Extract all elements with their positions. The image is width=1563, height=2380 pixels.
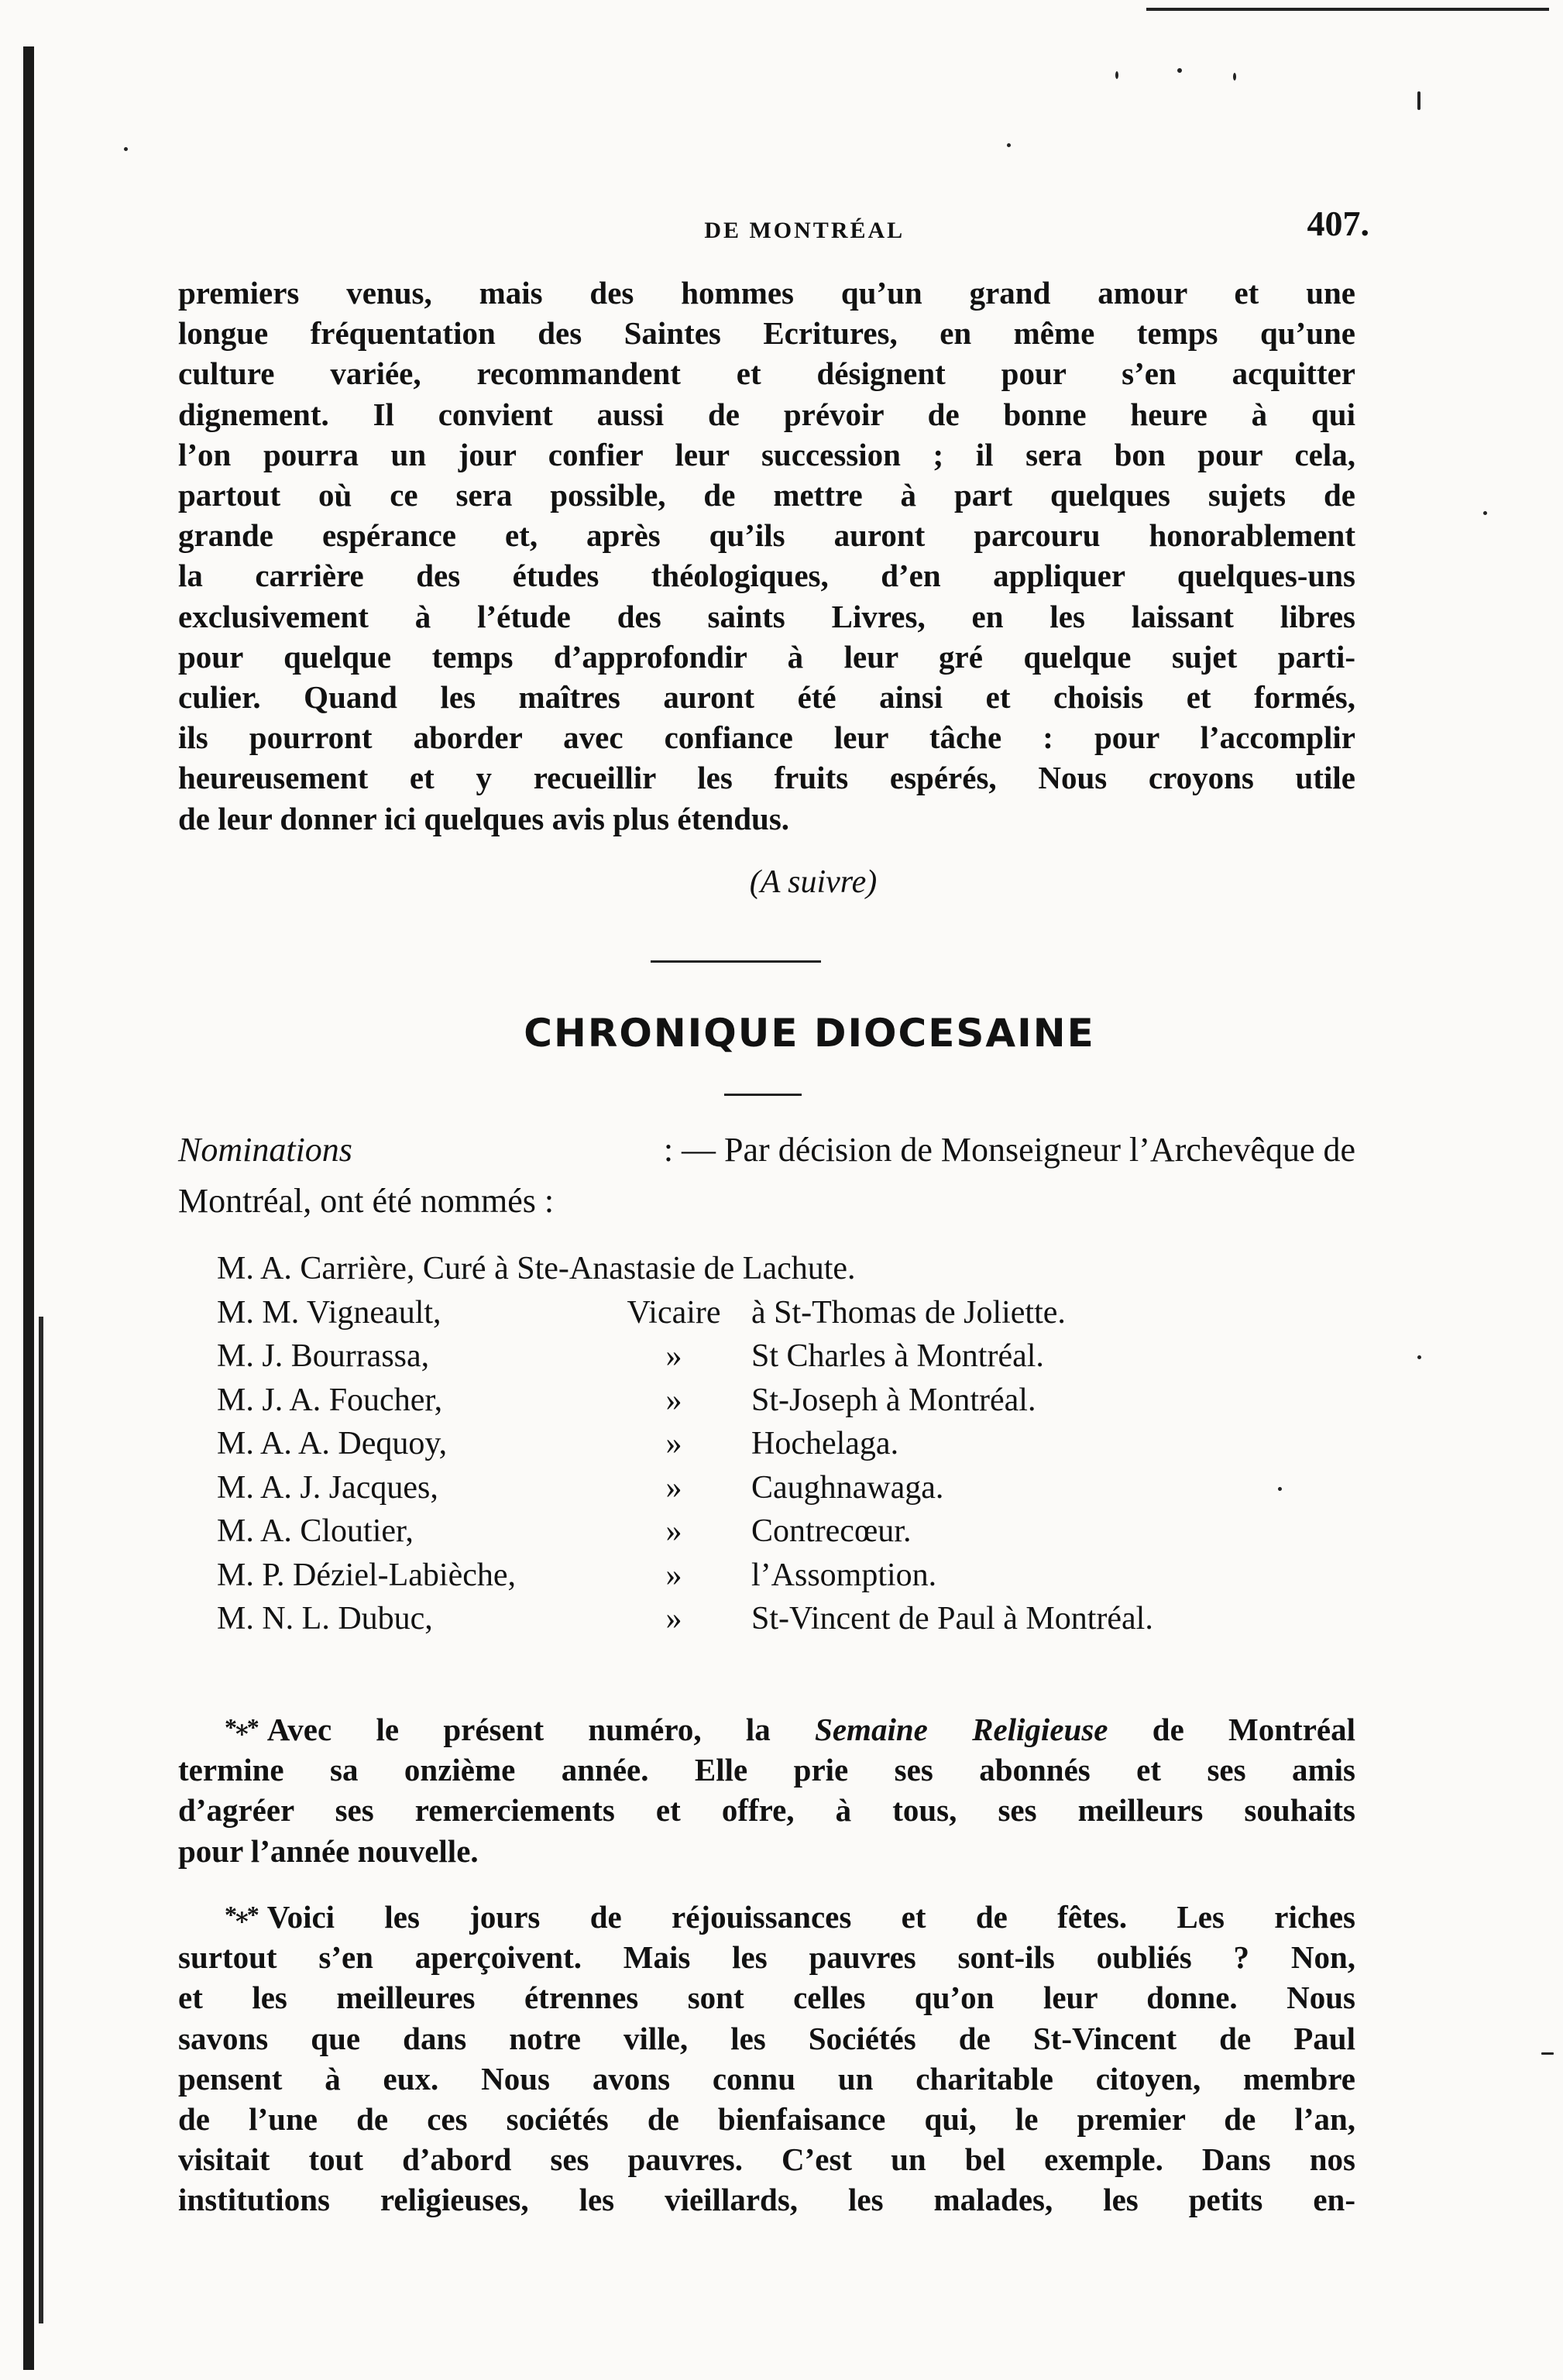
scan-speck bbox=[1417, 1355, 1421, 1359]
paragraph-etrennes bbox=[178, 1894, 1355, 2220]
nominee-parish: Contrecœur. bbox=[751, 1513, 912, 1549]
nominee-parish: à St-Thomas de Joliette. bbox=[751, 1294, 1066, 1331]
publication-title: Semaine Religieuse bbox=[815, 1712, 1108, 1747]
text-line: ils pourront aborder avec confiance leur tâche : pour l’accomplir bbox=[178, 719, 1355, 756]
nominee-role: » bbox=[665, 1513, 682, 1549]
scan-speck bbox=[1483, 511, 1487, 515]
text-line: termine sa onzième année. Elle prie ses abonnés et ses amis bbox=[178, 1752, 1355, 1788]
text-line: partout où ce sera possible, de mettre à part quelques sujets de bbox=[178, 477, 1355, 513]
nominations-list bbox=[217, 1247, 1340, 1641]
text-line: de leur donner ici quelques avis plus étendus. bbox=[178, 800, 790, 836]
nominee-role: » bbox=[665, 1426, 682, 1461]
nominee-name: M. N. L. Dubuc, bbox=[217, 1601, 433, 1636]
text-line: pour quelque temps d’approfondir à leur gré quelque sujet parti- bbox=[178, 638, 1355, 675]
scan-speck bbox=[124, 147, 128, 151]
nominee-role: » bbox=[665, 1601, 682, 1636]
nominee-role: Vicaire bbox=[627, 1294, 721, 1331]
nomination-entry: M. A. Carrière, Curé à Ste-Anastasie de Lachute. bbox=[217, 1251, 856, 1286]
text-line: grande espérance et, après qu’ils auront parcouru honorablement bbox=[178, 517, 1355, 554]
scan-edge-shadow-lower bbox=[39, 1317, 43, 2323]
nominee-role: » bbox=[665, 1557, 682, 1593]
nominee-role: » bbox=[665, 1338, 682, 1374]
nominee-name: M. M. Vigneault, bbox=[217, 1294, 441, 1331]
to-be-continued-note: (A suivre) bbox=[749, 864, 878, 900]
nominee-parish: l’Assomption. bbox=[751, 1557, 937, 1593]
text-line: visitait tout d’abord ses pauvres. C’est un bel exemple. Dans nos bbox=[178, 2141, 1355, 2178]
nomination-entry bbox=[217, 1509, 1340, 1554]
scan-speck bbox=[1115, 71, 1118, 79]
text-line: culier. Quand les maîtres auront été ainsi et choisis et formés, bbox=[178, 679, 1355, 716]
paragraph-semaine-religieuse bbox=[178, 1707, 1355, 1871]
text-line: la carrière des études théologiques, d’en appliquer quelques-uns bbox=[178, 558, 1355, 594]
nominations-intro-text: : — Par décision de Monseigneur l’Archevêque de bbox=[663, 1131, 1355, 1169]
nomination-entry bbox=[217, 1422, 1340, 1466]
page-number: 407. bbox=[1307, 204, 1369, 243]
text-line: culture variée, recommandent et désignent pour s’en acquitter bbox=[178, 355, 1355, 392]
scan-speck bbox=[1233, 73, 1236, 81]
asterism: *⁎* bbox=[225, 1901, 258, 1928]
text-line: savons que dans notre ville, les Sociétés de St-Vincent de Paul bbox=[178, 2020, 1355, 2056]
scan-top-rule bbox=[1146, 8, 1549, 11]
text-line bbox=[178, 1707, 1355, 1750]
nomination-entry bbox=[217, 1291, 1340, 1335]
nominee-name: M. P. Déziel-Labièche, bbox=[217, 1557, 517, 1593]
nominations-label: Nominations bbox=[178, 1131, 352, 1169]
nomination-entry bbox=[217, 1554, 1340, 1598]
text-fragment: de Montréal bbox=[1108, 1712, 1355, 1747]
text-line: heureusement et y recueillir les fruits espérés, Nous croyons utile bbox=[178, 760, 1355, 796]
heading-underline bbox=[724, 1094, 802, 1096]
nominee-parish: St Charles à Montréal. bbox=[751, 1338, 1044, 1374]
text-line: exclusivement à l’étude des saints Livres, en les laissant libres bbox=[178, 598, 1355, 634]
text-fragment: Voici les jours de réjouissances et de fêtes. Les riches bbox=[266, 1899, 1355, 1935]
nomination-entry bbox=[217, 1379, 1340, 1423]
nominee-parish: St-Joseph à Montréal. bbox=[751, 1382, 1036, 1418]
scan-speck bbox=[1177, 68, 1182, 73]
nominee-name: M. J. Bourrassa, bbox=[217, 1338, 430, 1374]
asterism: *⁎* bbox=[225, 1713, 258, 1741]
text-line: institutions religieuses, les vieillards, les malades, les petits en- bbox=[178, 2182, 1355, 2218]
nominee-parish: Hochelaga. bbox=[751, 1426, 899, 1461]
text-line: surtout s’en aperçoivent. Mais les pauvres sont-ils oubliés ? Non, bbox=[178, 1939, 1355, 1976]
nomination-entry bbox=[217, 1597, 1340, 1641]
nominee-parish: St-Vincent de Paul à Montréal. bbox=[751, 1601, 1153, 1636]
text-line: premiers venus, mais des hommes qu’un grand amour et une bbox=[178, 275, 1355, 311]
text-line: d’agréer ses remerciements et offre, à tous, ses meilleurs souhaits bbox=[178, 1792, 1355, 1829]
paragraph-continued bbox=[178, 273, 1355, 839]
section-divider bbox=[651, 960, 821, 963]
text-line bbox=[178, 1894, 1355, 1937]
text-line: pensent à eux. Nous avons connu un charitable citoyen, membre bbox=[178, 2060, 1355, 2097]
nominee-role: » bbox=[665, 1469, 682, 1506]
scan-speck bbox=[1541, 2052, 1554, 2055]
text-fragment: Avec le présent numéro, la bbox=[266, 1712, 816, 1747]
nominee-name: M. A. A. Dequoy, bbox=[217, 1426, 448, 1461]
section-heading: CHRONIQUE DIOCESAINE bbox=[524, 1011, 1095, 1056]
text-line: l’on pourra un jour confier leur succession ; il sera bon pour cela, bbox=[178, 436, 1355, 472]
scan-speck bbox=[1007, 143, 1011, 147]
nominee-name: M. A. Cloutier, bbox=[217, 1513, 414, 1549]
scan-edge-shadow bbox=[23, 46, 34, 2370]
running-head bbox=[178, 197, 1369, 244]
nominee-parish: Caughnawaga. bbox=[751, 1469, 944, 1506]
text-line: pour l’année nouvelle. bbox=[178, 1832, 479, 1869]
text-line: dignement. Il convient aussi de prévoir de bonne heure à qui bbox=[178, 396, 1355, 432]
running-title: DE MONTRÉAL bbox=[704, 218, 905, 243]
text-line: longue fréquentation des Saintes Ecritures, en même temps qu’une bbox=[178, 315, 1355, 352]
nominee-role: » bbox=[665, 1382, 682, 1418]
scan-speck bbox=[1417, 91, 1420, 110]
nominee-name: M. A. J. Jacques, bbox=[217, 1469, 438, 1506]
nominee-name: M. J. A. Foucher, bbox=[217, 1382, 443, 1418]
nominations-intro-line2: Montréal, ont été nommés : bbox=[178, 1182, 555, 1220]
text-line: de l’une de ces sociétés de bienfaisance qui, le premier de l’an, bbox=[178, 2101, 1355, 2138]
nominations-intro bbox=[178, 1125, 1355, 1227]
nomination-entry bbox=[217, 1466, 1340, 1510]
nomination-entry bbox=[217, 1334, 1340, 1379]
text-line: et les meilleures étrennes sont celles qu’on leur donne. Nous bbox=[178, 1980, 1355, 2016]
